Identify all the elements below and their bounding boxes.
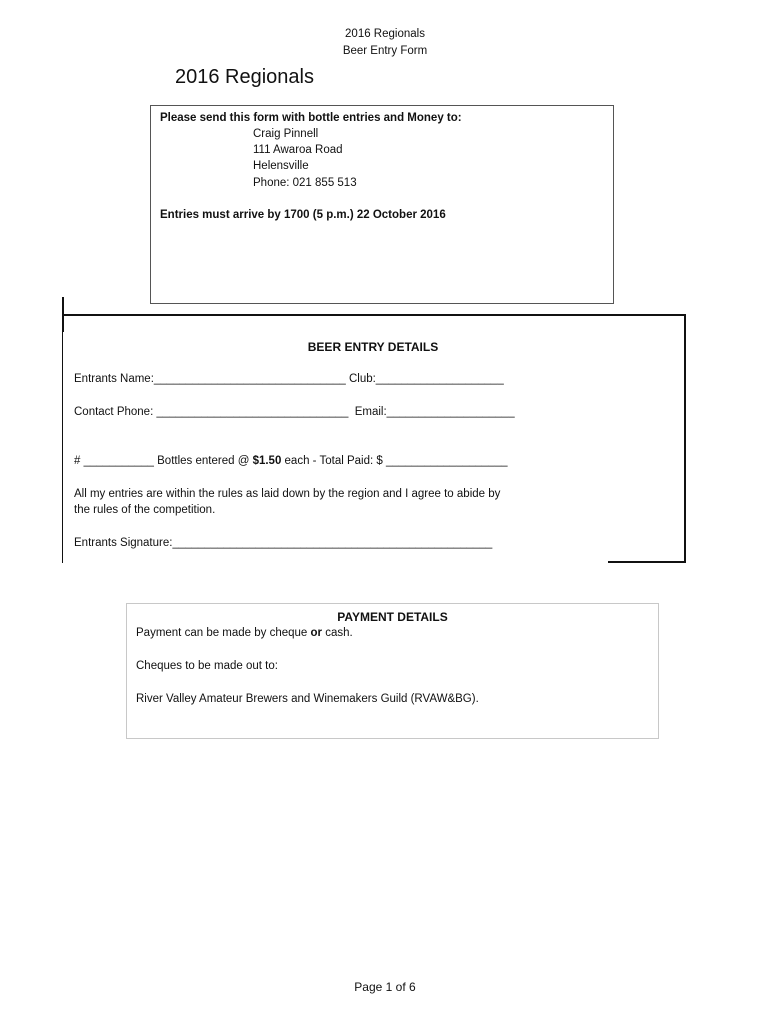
payment-details-heading: PAYMENT DETAILS bbox=[337, 610, 448, 624]
entry-box-top-border bbox=[62, 314, 686, 316]
entry-box-bottom-border bbox=[608, 561, 686, 563]
payment-details-box bbox=[126, 603, 659, 739]
bottles-suffix: each - Total Paid: $ ___________________ bbox=[281, 455, 508, 467]
send-label: Please send this form with bottle entries and Money to: bbox=[160, 112, 462, 124]
bottle-price: $1.50 bbox=[252, 455, 282, 467]
payee-name: River Valley Amateur Brewers and Winemakers Guild (RVAW&BG). bbox=[136, 693, 479, 705]
entry-box-right-border bbox=[684, 314, 686, 563]
payment-method-text bbox=[136, 627, 353, 639]
payment-method-suffix: cash. bbox=[322, 627, 353, 639]
deadline-text: Entries must arrive by 1700 (5 p.m.) 22 October 2016 bbox=[160, 209, 446, 221]
address-phone: Phone: 021 855 513 bbox=[253, 177, 357, 189]
page-number: Page 1 of 6 bbox=[354, 980, 416, 994]
address-name: Craig Pinnell bbox=[253, 128, 319, 140]
cheque-instruction: Cheques to be made out to: bbox=[136, 660, 278, 672]
contact-phone-email-field[interactable]: Contact Phone: ______________________________ Email:____________________ bbox=[74, 406, 515, 418]
signature-field[interactable]: Entrants Signature:__________________________________________________ bbox=[74, 537, 493, 549]
entry-details-heading: BEER ENTRY DETAILS bbox=[307, 340, 439, 354]
bottles-prefix: # ___________ Bottles entered @ bbox=[74, 455, 253, 467]
send-to-box bbox=[150, 105, 614, 304]
address-street: 111 Awaroa Road bbox=[253, 144, 343, 156]
page-title: 2016 Regionals bbox=[175, 66, 314, 88]
header-line-2: Beer Entry Form bbox=[342, 45, 428, 57]
payment-method-or: or bbox=[310, 627, 323, 639]
agreement-text-2: the rules of the competition. bbox=[74, 504, 216, 516]
address-town: Helensville bbox=[253, 160, 309, 172]
entrant-name-club-field[interactable]: Entrants Name:______________________________ Club:____________________ bbox=[74, 373, 504, 385]
agreement-text-1: All my entries are within the rules as laid down by the region and I agree to abide by bbox=[74, 488, 501, 500]
payment-method-prefix: Payment can be made by cheque bbox=[136, 627, 311, 639]
header-line-1: 2016 Regionals bbox=[345, 28, 425, 40]
bottles-payment-field[interactable] bbox=[74, 455, 508, 467]
